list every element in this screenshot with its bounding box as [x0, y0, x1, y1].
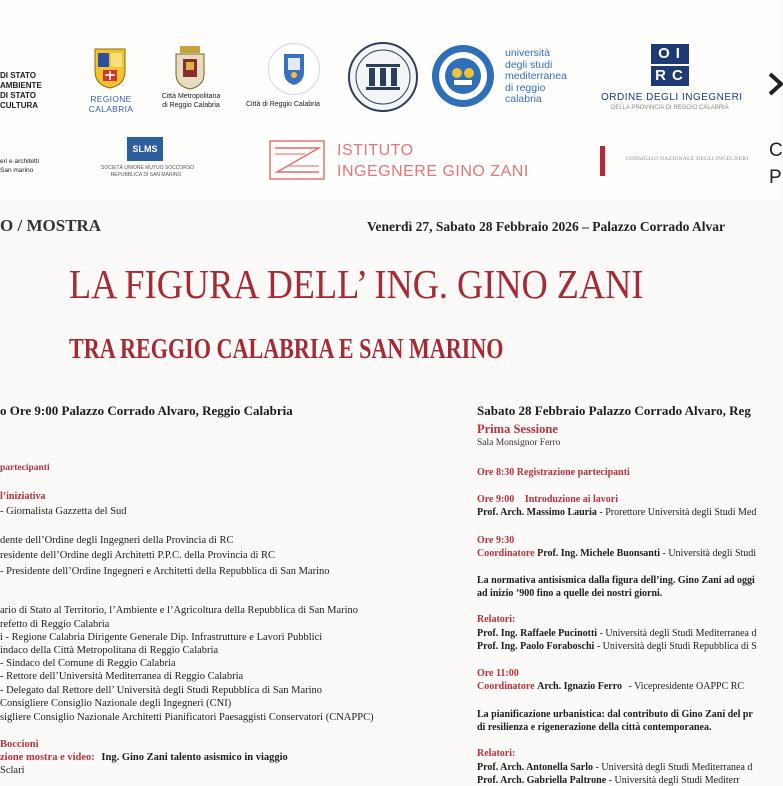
left-partecipanti: partecipanti	[0, 463, 50, 473]
right-line-12-name: Prof. Arch. Antonella Sarlo	[477, 762, 594, 773]
rc-crest-icon	[269, 44, 319, 94]
ordine-mark-top: OI	[651, 44, 689, 64]
citta-rc-logo	[268, 43, 320, 95]
left-sclari: Sclari	[0, 765, 25, 776]
metropolitana-crest-icon	[172, 46, 208, 90]
istituto-z-icon	[269, 140, 325, 180]
right-line-10-role: - Vicepresidente OAPPC RC	[628, 681, 745, 692]
seal-logo	[348, 42, 418, 112]
consiglio-text: CONSIGLIO NAZIONALE DEGLI INGEGNERI	[626, 156, 749, 162]
left-line-1: - Giornalista Gazzetta del Sud	[0, 506, 127, 517]
right-heading: Sabato 28 Febbraio Palazzo Corrado Alvaro, Reg	[477, 403, 751, 418]
unirc-logo	[432, 45, 494, 107]
right-line-3-role: - Prorettore Università degli Studi Med	[599, 507, 757, 518]
left-heading: o Ore 9:00 Palazzo Corrado Alvaro, Reggio Calabria	[0, 403, 293, 418]
right-line-7	[477, 628, 756, 639]
right-line-9: Ore 11:00	[477, 668, 519, 679]
right-line-10-name: Arch. Ignazio Ferro	[537, 681, 622, 692]
right-line-3	[477, 507, 756, 518]
right-line-7-name: Prof. Ing. Raffaele Pucinotti	[477, 628, 598, 639]
right-line-5-name: Prof. Ing. Michele Buonsanti	[537, 548, 660, 559]
page-subtitle: TRA REGGIO CALABRIA E SAN MARINO	[69, 334, 504, 365]
unirc-text: università degli studi mediterranea di reggio calabria	[505, 47, 567, 105]
right-line-2-text: Introduzione ai lavori	[524, 494, 618, 505]
right-line-6a: La normativa antisismica dalla figura dell’ing. Gino Zani ad oggi	[477, 575, 755, 586]
right-line-7-role: - Università degli Studi Mediterranea d	[599, 628, 757, 639]
left-line-6: refetto di Reggio Calabria	[0, 619, 110, 630]
regione-crest-icon	[93, 45, 127, 89]
right-relatori-2: Relatori:	[477, 748, 516, 759]
right-line-13	[477, 775, 740, 786]
right-line-10	[477, 681, 744, 692]
page-title: LA FIGURA DELL’ ING. GINO ZANI	[69, 261, 644, 307]
right-line-13-name: Prof. Arch. Gabriella Paltrone	[477, 775, 607, 786]
edge-logo-top	[768, 72, 781, 96]
right-line-13-role: - Università degli Studi Mediterr	[608, 775, 740, 786]
citta-metropolitana-logo	[172, 46, 208, 90]
right-line-12-role: - Università degli Studi Mediterranea d	[595, 762, 753, 773]
istituto-mark	[269, 140, 325, 180]
ordine-mark-bottom: RC	[651, 66, 689, 86]
left-line-8: indaco della Città Metropolitana di Reggio Calabria	[0, 645, 219, 656]
right-line-3-name: Prof. Arch. Massimo Lauria	[477, 507, 597, 518]
right-relatori: Relatori:	[477, 614, 516, 625]
edge-letters: C P	[769, 140, 783, 188]
right-line-5	[477, 548, 756, 559]
ordine-sub: DELLA PROVINCIA DI REGGIO CALABRIA	[611, 105, 729, 111]
right-line-4: Ore 9:30	[477, 535, 515, 546]
right-line-8	[477, 641, 757, 652]
left-line-10: - Rettore dell’Università Mediterranea di Reggio Calabria	[0, 671, 244, 682]
edge-chevron-icon	[768, 72, 781, 96]
ordine-name: ORDINE DEGLI INGEGNERI	[601, 92, 743, 103]
right-room: Sala Monsignor Ferro	[477, 438, 561, 448]
left-line-12: Consigliere Consiglio Nazionale degli Ingegneri (CNI)	[0, 698, 232, 709]
left-line-9: - Sindaco del Comune di Reggio Calabria	[0, 658, 176, 669]
left-mostra	[0, 752, 288, 763]
left-iniziativa: l’iniziativa	[0, 491, 46, 502]
right-line-8-role: - Università degli Studi Repubblica di S	[596, 641, 757, 652]
left-line-11: - Delegato dal Rettore dell’ Università degli Studi Repubblica di San Marino	[0, 685, 323, 696]
architetti-text: eri e architetti San marino	[0, 158, 40, 174]
left-line-2: dente dell’Ordine degli Ingegneri della Provincia di RC	[0, 535, 234, 546]
right-line-12	[477, 762, 752, 773]
right-line-11b: di resilienza e rigenerazione della città contemporanea.	[477, 722, 712, 733]
slms-sub: SOCIETÀ UNIONE MUTUO SOCCORSO REPUBBLICA DI SAN MARINO	[101, 165, 195, 178]
left-line-3: residente dell’Ordine degli Architetti P.P.C. della Provincia di RC	[0, 550, 275, 561]
logo-band	[0, 0, 781, 200]
left-boccioni: Boccioni	[0, 739, 39, 750]
ordine-mark	[651, 44, 689, 86]
right-line-8-name: Prof. Ing. Paolo Foraboschi	[477, 641, 595, 652]
regione-calabria-text: REGIONE CALABRIA	[88, 94, 134, 114]
left-line-5: ario di Stato al Territorio, l’Ambiente e l’Agricoltura della Repubblica di San Marino	[0, 605, 359, 616]
right-line-5-role: - Università degli Studi	[662, 548, 757, 559]
left-line-13: sigliere Consiglio Nazionale Architetti Pianificatori Paesaggisti Conservatori (CNAPPC)	[0, 712, 374, 723]
right-line-1: Ore 8:30 Registrazione partecipanti	[477, 467, 630, 478]
left-line-4: - Presidente dell’Ordine Ingegneri e Architetti della Repubblica di San Marino	[0, 566, 330, 577]
consiglio-mark	[600, 146, 605, 176]
ministry-text: DI STATO AMBIENTE DI STATO CULTURA	[0, 71, 42, 110]
header-label: O / MOSTRA	[0, 216, 102, 235]
seal-columns-icon	[350, 44, 416, 110]
right-line-5-label: Coordinatore	[477, 548, 535, 559]
header-dates: Venerdì 27, Sabato 28 Febbraio 2026 – Palazzo Corrado Alvar	[367, 219, 725, 234]
citta-metropolitana-text: Città Metropolitana di Reggio Calabria	[161, 93, 221, 109]
regione-calabria-logo	[93, 45, 127, 89]
right-session: Prima Sessione	[477, 422, 558, 436]
left-line-7: i - Regione Calabria Dirigente Generale Dip. Infrastrutture e Lavori Pubblici	[0, 632, 323, 643]
unirc-emblem-icon	[432, 45, 494, 107]
right-line-2	[477, 494, 618, 505]
slms-mark: SLMS	[127, 137, 163, 161]
citta-rc-text: Città di Reggio Calabria	[246, 101, 320, 108]
right-line-2-time: Ore 9:00	[477, 494, 515, 505]
right-line-11a: La pianificazione urbanistica: dal contributo di Gino Zani del pr	[477, 709, 753, 720]
istituto-text: ISTITUTO INGEGNERE GINO ZANI	[337, 142, 529, 180]
left-mostra-text: Ing. Gino Zani talento asismico in viaggio	[101, 752, 288, 763]
right-line-10-label: Coordinatore	[477, 681, 535, 692]
left-mostra-label: zione mostra e video:	[0, 752, 95, 763]
right-line-6b: ad inizio ’900 fino a quelle dei nostri giorni.	[477, 588, 663, 599]
